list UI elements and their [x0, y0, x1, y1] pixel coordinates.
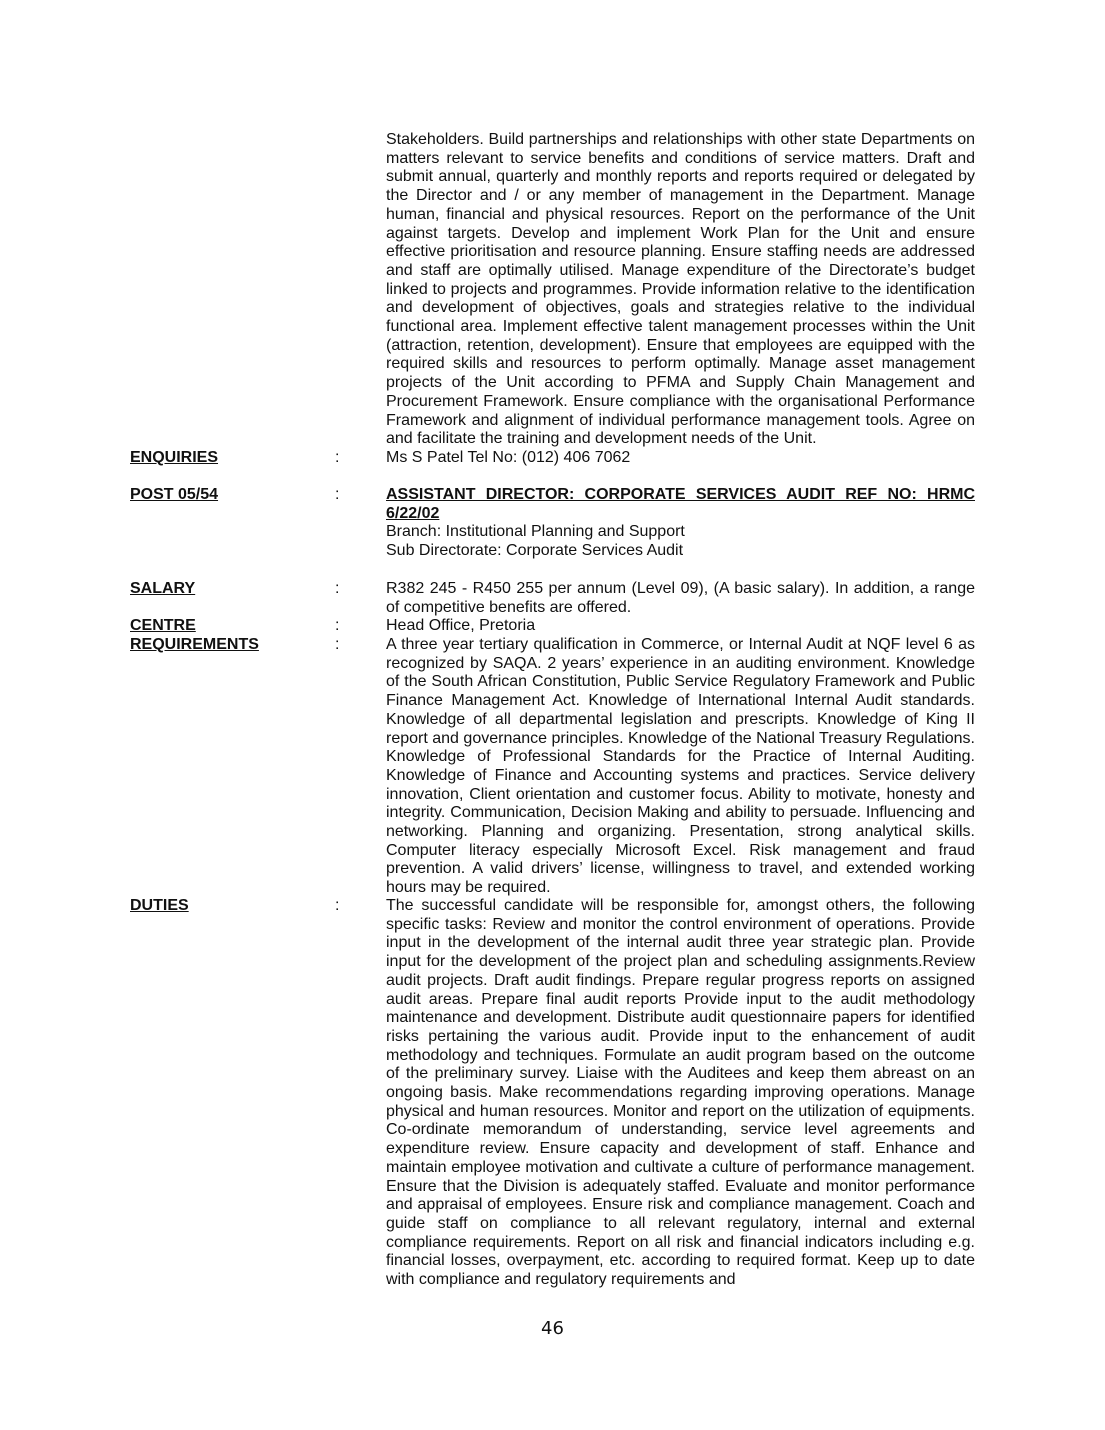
requirements-colon: :: [335, 636, 340, 653]
enquiries-colon: :: [335, 449, 340, 466]
requirements-value: A three year tertiary qualification in Commerce, or Internal Audit at NQF level 6 as recognized by SAQA. 2 years’ experience in an auditing environment. Knowledge of the South African Constitution, Public Service Regulatory Framework and Public Finance Management Act. Knowledge of International Internal Audit standards. Knowledge of all departmental legislation and prescripts. Knowledge of King II report and governance principles. Knowledge of the National Treasury Regulations. Knowledge of Professional Standards for the Practice of Internal Auditing. Knowledge of Finance and Accounting systems and practices. Service delivery innovation, Client orientation and customer focus. Ability to motivate, honesty and integrity. Communication, Decision Making and ability to persuade. Influencing and networking. Planning and organizing. Presentation, strong analytical skills. Computer literacy especially Microsoft Excel. Risk management and fraud prevention. A valid drivers’ license, willingness to travel, and extended working hours may be required.: [386, 636, 975, 897]
salary-label: SALARY: [130, 580, 196, 597]
post-label: POST 05/54: [130, 486, 219, 503]
continued-duties-text: Stakeholders. Build partnerships and relationships with other state Departments on matters relevant to service benefits and conditions of service matters. Draft and submit annual, quarterly and monthly reports and reports required or delegated by the Director and / or any member of management in the Department. Manage human, financial and physical resources. Report on the performance of the Unit against targets. Develop and implement Work Plan for the Unit and ensure effective prioritisation and resource planning. Ensure staffing needs are addressed and staff are optimally utilised. Manage expenditure of the Directorate’s budget linked to projects and programmes. Provide information relative to the identification and development of objectives, goals and strategies relative to the individual functional area. Implement effective talent management processes within the Unit (attraction, retention, development). Ensure that employees are equipped with the required skills and resources to perform optimally. Manage asset management projects of the Unit according to PFMA and Supply Chain Management and Procurement Framework. Ensure compliance with the organisational Performance Framework and alignment of individual performance management tools. Agree on and facilitate the training and development needs of the Unit.: [386, 131, 975, 448]
salary-value: R382 245 - R450 255 per annum (Level 09), (A basic salary). In addition, a range of competitive benefits are offered.: [386, 580, 975, 616]
duties-colon: :: [335, 897, 340, 914]
post-branch: Branch: Institutional Planning and Support: [386, 523, 685, 541]
duties-value: The successful candidate will be responsible for, amongst others, the following specific tasks: Review and monitor the control environment of operations. Provide input in the development of the internal audit three year strategic plan. Provide input for the development of the project plan and scheduling assignments.Review audit projects. Draft audit findings. Prepare regular progress reports on assigned audit areas. Prepare final audit reports Provide input to the audit methodology maintenance and development. Distribute audit questionnaire papers for identified risks pertaining the various audit. Provide input to the enhancement of audit methodology and techniques. Formulate an audit program based on the outcome of the preliminary survey. Liaise with the Auditees and keep them abreast on an ongoing basis. Make recommendations regarding improving operations. Manage physical and human resources. Monitor and report on the utilization of equipments. Co-ordinate memorandum of understanding, service level agreements and expenditure review. Ensure capacity and development of staff. Enhance and maintain employee motivation and cultivate a culture of performance management. Ensure that the Division is adequately staffed. Evaluate and monitor performance and appraisal of employees. Ensure risk and compliance management. Coach and guide staff on compliance to all relevant regulatory, internal and external compliance requirements. Report on all risk and financial indicators including e.g. financial losses, overpayment, etc. according to required format. Keep up to date with compliance and regulatory requirements and: [386, 897, 975, 1289]
centre-value: Head Office, Pretoria: [386, 617, 536, 634]
post-sub-directorate: Sub Directorate: Corporate Services Audit: [386, 542, 684, 560]
duties-label: DUTIES: [130, 897, 189, 914]
page-number: 46: [541, 1318, 564, 1339]
enquiries-label: ENQUIRIES: [130, 449, 219, 466]
post-details: [386, 486, 975, 561]
centre-colon: :: [335, 617, 340, 634]
centre-label: CENTRE: [130, 617, 196, 634]
post-title: ASSISTANT DIRECTOR: CORPORATE SERVICES AUDIT REF NO: HRMC 6/22/02: [386, 486, 975, 522]
post-colon: :: [335, 486, 340, 503]
requirements-label: REQUIREMENTS: [130, 636, 259, 653]
enquiries-value: Ms S Patel Tel No: (012) 406 7062: [386, 449, 631, 466]
salary-colon: :: [335, 580, 340, 597]
